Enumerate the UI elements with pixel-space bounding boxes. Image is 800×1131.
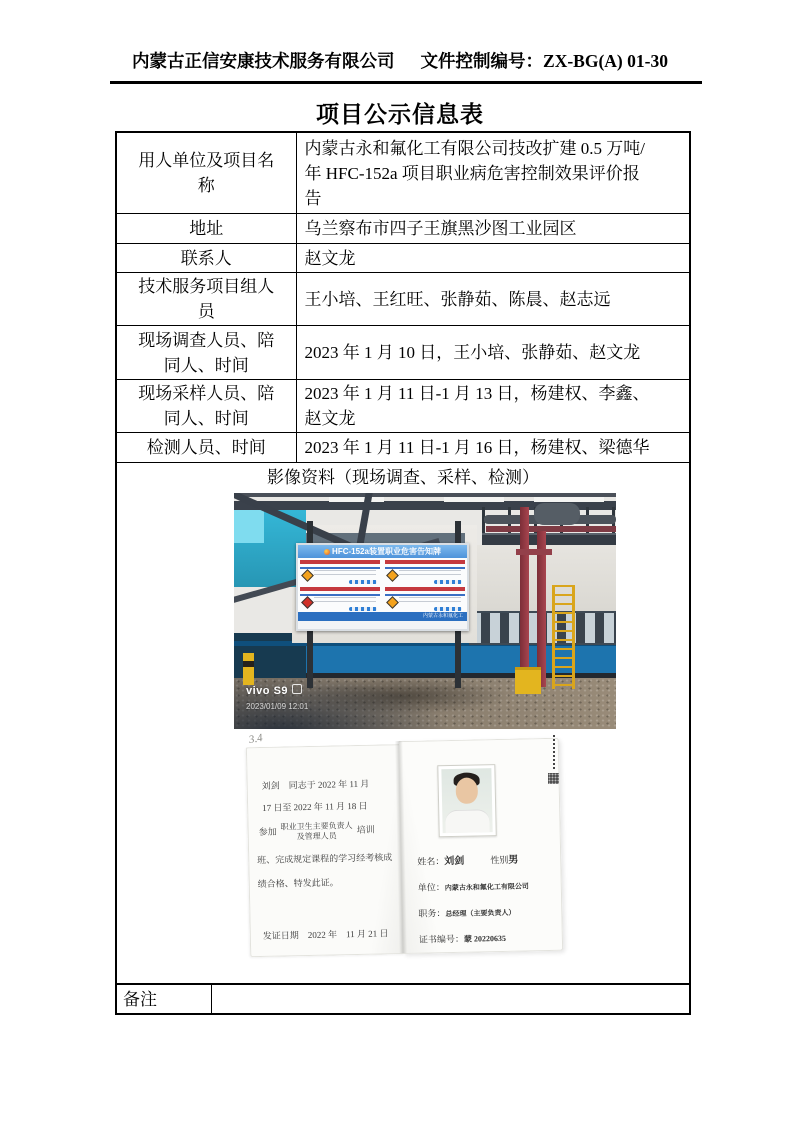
table-row <box>116 326 690 380</box>
certificate-right-page <box>399 738 563 954</box>
row-value: 2023 年 1 月 10 日，王小培、张静茹、赵文龙 <box>296 326 690 380</box>
cert-duty-field <box>418 900 516 928</box>
ppe-icons-row <box>349 580 377 584</box>
ppe-icons-row <box>434 607 462 611</box>
panel-text-lines <box>314 570 376 578</box>
media-section-title: 影像资料（现场调查、采样、检测） <box>267 468 539 487</box>
portrait-face <box>456 777 479 803</box>
watermark-datetime: 2023/01/09 12:01 <box>246 702 309 711</box>
unit-label: 单位： <box>417 882 445 893</box>
panel-blue-bar <box>385 594 465 596</box>
panel-text-lines <box>399 597 461 605</box>
row-label: 现场调查人员、陪同人、时间 <box>116 326 296 380</box>
header-rule <box>110 81 702 84</box>
row-label: 地址 <box>116 214 296 244</box>
cert-text-line: 刘剑 同志于 2022 年 11 月 <box>261 778 370 791</box>
id-photo <box>437 764 496 837</box>
walkway <box>482 533 616 545</box>
hazard-panel <box>300 587 380 612</box>
cert-text-line: 绩合格、特发此证。 <box>257 877 339 890</box>
company-logo-icon <box>324 549 330 555</box>
cert-no-value: 蒙 20220635 <box>463 933 507 944</box>
attend-prefix: 参加 <box>258 826 277 838</box>
gender-label: 性别 <box>490 854 509 866</box>
certificate-booklet <box>246 738 562 958</box>
hazard-board-body <box>298 558 467 612</box>
duty-value: 总经理（主要负责人） <box>445 908 516 919</box>
name-label: 姓名： <box>417 856 445 867</box>
row-value: 2023 年 1 月 11 日-1 月 13 日，杨建权、李鑫、赵文龙 <box>296 380 690 433</box>
panel-text-lines <box>399 570 461 578</box>
doc-control-number: 文件控制编号：ZX-BG(A) 01-30 <box>420 51 668 71</box>
panel-blue-bar <box>300 567 380 569</box>
cert-text-line <box>258 817 394 845</box>
hazard-board-footer: 内蒙古永和氟化工 <box>298 612 467 621</box>
row-label: 技术服务项目组人员 <box>116 273 296 326</box>
name-value: 刘剑 <box>444 855 465 868</box>
course-name <box>280 821 352 843</box>
yellow-guard-post <box>515 667 541 694</box>
row-label: 用人单位及项目名称 <box>116 132 296 214</box>
row-value: 内蒙古永和氟化工有限公司技改扩建 0.5 万吨/年 HFC-152a 项目职业病危害控制效果评价报告 <box>296 132 690 214</box>
row-label: 现场采样人员、陪同人、时间 <box>116 380 296 433</box>
remark-table <box>115 983 691 1015</box>
hazard-panel <box>385 560 465 585</box>
panel-blue-bar <box>385 567 465 569</box>
remark-label: 备注 <box>116 984 211 1014</box>
panel-red-bar <box>300 560 380 564</box>
row-label: 联系人 <box>116 244 296 273</box>
dotted-mark <box>553 735 555 769</box>
dark-stamp-mark <box>548 773 559 784</box>
panel-red-bar <box>385 560 465 564</box>
panel-blue-bar <box>300 594 380 596</box>
panel-red-bar <box>300 587 380 591</box>
info-table-wrap <box>115 131 691 1015</box>
vivo-logo-icon <box>292 684 302 694</box>
site-photo <box>234 493 616 729</box>
ppe-icons-row <box>434 580 462 584</box>
media-cell <box>116 463 690 985</box>
portrait-shirt <box>445 809 489 833</box>
hazard-panel <box>300 560 380 585</box>
red-pipe-vertical <box>520 507 529 687</box>
media-row <box>116 463 690 985</box>
warning-triangle-icon <box>301 569 314 582</box>
yellow-ladder <box>552 585 575 689</box>
red-pipe-horizontal <box>486 526 616 532</box>
cert-no-label: 证书编号： <box>418 933 465 945</box>
hazard-notice-board <box>296 543 469 631</box>
attend-suffix: 培训 <box>356 824 375 835</box>
cert-issue-date: 发证日期 2022 年 11 月 21 日 <box>262 928 389 941</box>
cert-number-field <box>419 926 507 953</box>
row-value: 乌兰察布市四子王旗黑沙图工业园区 <box>296 214 690 244</box>
cert-text-line: 17 日至 2022 年 11 月 18 日 <box>262 800 368 813</box>
watermark-brand-text: vivo S9 <box>246 685 289 697</box>
row-label: 检测人员、时间 <box>116 433 296 463</box>
certificate-left-page <box>246 744 404 957</box>
unit-value: 内蒙古永和氟化工有限公司 <box>444 882 529 893</box>
gender-value: 男 <box>508 854 519 866</box>
table-row <box>116 214 690 244</box>
remark-value <box>211 984 690 1014</box>
hazard-board-title-text: HFC-152a装置职业危害告知牌 <box>332 547 441 556</box>
cert-text-line: 班、完成规定课程的学习经考核成 <box>257 852 393 866</box>
row-value: 王小培、王红旺、张静茹、陈晨、赵志远 <box>296 273 690 326</box>
table-row <box>116 132 690 214</box>
table-row <box>116 244 690 273</box>
duty-label: 职务： <box>418 908 446 919</box>
handwritten-note: 3.4 <box>247 731 264 747</box>
row-value: 赵文龙 <box>296 244 690 273</box>
row-value: 2023 年 1 月 11 日-1 月 16 日，杨建权、梁德华 <box>296 433 690 463</box>
cert-unit-field <box>418 873 530 901</box>
page-title: 项目公示信息表 <box>316 102 484 127</box>
hazard-panel <box>385 587 465 612</box>
pipe-elbow <box>534 503 580 525</box>
panel-text-lines <box>314 597 376 605</box>
warning-triangle-icon <box>386 596 399 609</box>
flammable-diamond-icon <box>301 596 314 609</box>
certificate-photo <box>248 733 578 977</box>
course-line1: 职业卫生主要负责人 <box>280 820 353 832</box>
field-spacer <box>464 863 490 864</box>
warning-triangle-icon <box>386 569 399 582</box>
info-table <box>115 131 691 985</box>
cert-name-field <box>417 848 519 875</box>
id-photo-background <box>441 768 492 833</box>
table-row <box>116 273 690 326</box>
remark-row <box>116 984 690 1014</box>
panel-red-bar <box>385 587 465 591</box>
document-header <box>0 48 800 73</box>
table-row <box>116 380 690 433</box>
course-line2: 及管理人员 <box>296 830 337 841</box>
ppe-icons-row <box>349 607 377 611</box>
table-row <box>116 433 690 463</box>
hazard-board-title <box>298 545 467 558</box>
company-name: 内蒙古正信安康技术服务有限公司 <box>132 51 395 71</box>
red-pipe-cross <box>516 549 552 555</box>
